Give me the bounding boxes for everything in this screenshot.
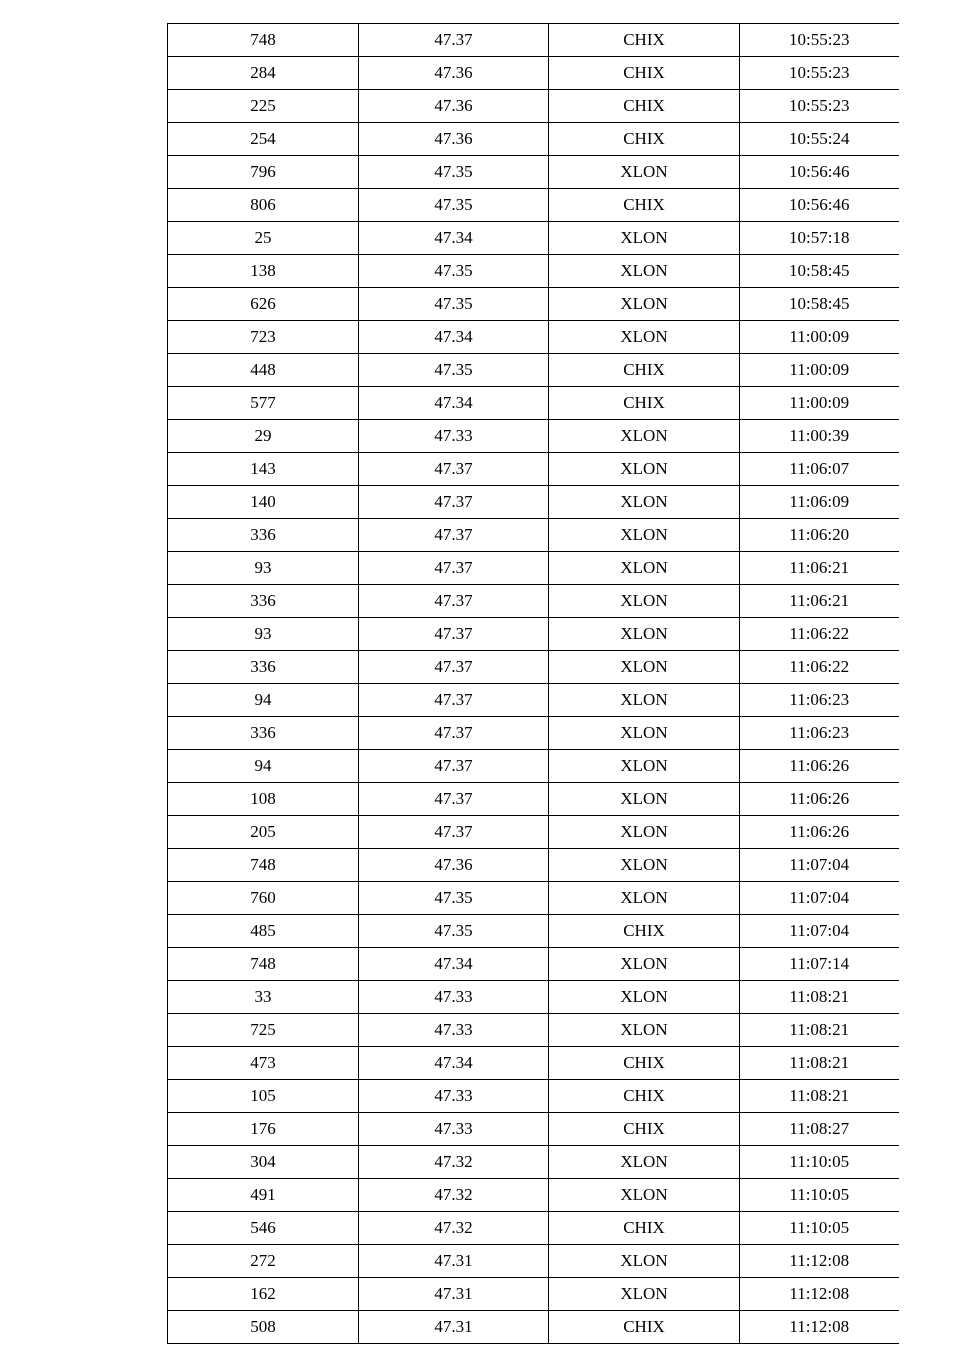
quantity-cell: 336 — [168, 585, 359, 618]
time-cell: 11:08:27 — [740, 1113, 899, 1146]
quantity-cell: 94 — [168, 750, 359, 783]
table-row — [168, 849, 899, 882]
quantity-cell: 448 — [168, 354, 359, 387]
price-cell: 47.37 — [359, 816, 549, 849]
quantity-cell: 546 — [168, 1212, 359, 1245]
venue-cell: XLON — [549, 222, 740, 255]
price-cell: 47.37 — [359, 684, 549, 717]
table-row — [168, 717, 899, 750]
quantity-cell: 577 — [168, 387, 359, 420]
quantity-cell: 205 — [168, 816, 359, 849]
time-cell: 11:12:08 — [740, 1311, 899, 1344]
table-row — [168, 123, 899, 156]
quantity-cell: 760 — [168, 882, 359, 915]
table-row — [168, 321, 899, 354]
table-row — [168, 90, 899, 123]
time-cell: 11:06:22 — [740, 651, 899, 684]
price-cell: 47.37 — [359, 453, 549, 486]
time-cell: 11:06:26 — [740, 783, 899, 816]
price-cell: 47.32 — [359, 1146, 549, 1179]
time-cell: 10:57:18 — [740, 222, 899, 255]
table-row — [168, 1014, 899, 1047]
venue-cell: XLON — [549, 783, 740, 816]
price-cell: 47.37 — [359, 519, 549, 552]
quantity-cell: 272 — [168, 1245, 359, 1278]
venue-cell: XLON — [549, 684, 740, 717]
table-row — [168, 420, 899, 453]
venue-cell: XLON — [549, 948, 740, 981]
time-cell: 10:55:24 — [740, 123, 899, 156]
table-row — [168, 1278, 899, 1311]
quantity-cell: 108 — [168, 783, 359, 816]
quantity-cell: 162 — [168, 1278, 359, 1311]
price-cell: 47.35 — [359, 882, 549, 915]
quantity-cell: 176 — [168, 1113, 359, 1146]
table-row — [168, 189, 899, 222]
price-cell: 47.35 — [359, 255, 549, 288]
venue-cell: XLON — [549, 486, 740, 519]
price-cell: 47.33 — [359, 1080, 549, 1113]
table-row — [168, 915, 899, 948]
quantity-cell: 806 — [168, 189, 359, 222]
table-row — [168, 552, 899, 585]
table-row — [168, 387, 899, 420]
price-cell: 47.37 — [359, 618, 549, 651]
table-row — [168, 981, 899, 1014]
table-row — [168, 1245, 899, 1278]
venue-cell: CHIX — [549, 90, 740, 123]
table-row — [168, 1146, 899, 1179]
table-row — [168, 57, 899, 90]
venue-cell: XLON — [549, 1278, 740, 1311]
table-row — [168, 1212, 899, 1245]
venue-cell: XLON — [549, 717, 740, 750]
price-cell: 47.36 — [359, 90, 549, 123]
price-cell: 47.34 — [359, 222, 549, 255]
table-row — [168, 1113, 899, 1146]
table-row — [168, 486, 899, 519]
venue-cell: CHIX — [549, 57, 740, 90]
quantity-cell: 254 — [168, 123, 359, 156]
quantity-cell: 796 — [168, 156, 359, 189]
table-row — [168, 288, 899, 321]
quantity-cell: 93 — [168, 618, 359, 651]
venue-cell: XLON — [549, 981, 740, 1014]
quantity-cell: 284 — [168, 57, 359, 90]
venue-cell: CHIX — [549, 123, 740, 156]
venue-cell: XLON — [549, 882, 740, 915]
quantity-cell: 140 — [168, 486, 359, 519]
price-cell: 47.34 — [359, 321, 549, 354]
venue-cell: XLON — [549, 1245, 740, 1278]
time-cell: 11:06:09 — [740, 486, 899, 519]
table-row — [168, 585, 899, 618]
time-cell: 11:00:09 — [740, 354, 899, 387]
quantity-cell: 138 — [168, 255, 359, 288]
quantity-cell: 725 — [168, 1014, 359, 1047]
price-cell: 47.32 — [359, 1212, 549, 1245]
price-cell: 47.33 — [359, 1113, 549, 1146]
quantity-cell: 105 — [168, 1080, 359, 1113]
quantity-cell: 25 — [168, 222, 359, 255]
venue-cell: CHIX — [549, 915, 740, 948]
price-cell: 47.32 — [359, 1179, 549, 1212]
time-cell: 10:55:23 — [740, 24, 899, 57]
venue-cell: XLON — [549, 453, 740, 486]
venue-cell: XLON — [549, 750, 740, 783]
time-cell: 11:08:21 — [740, 1047, 899, 1080]
time-cell: 11:12:08 — [740, 1245, 899, 1278]
venue-cell: CHIX — [549, 1311, 740, 1344]
venue-cell: XLON — [549, 255, 740, 288]
price-cell: 47.37 — [359, 24, 549, 57]
venue-cell: XLON — [549, 321, 740, 354]
venue-cell: XLON — [549, 519, 740, 552]
table-row — [168, 1179, 899, 1212]
time-cell: 10:58:45 — [740, 255, 899, 288]
time-cell: 11:06:21 — [740, 552, 899, 585]
table-row — [168, 519, 899, 552]
price-cell: 47.34 — [359, 948, 549, 981]
price-cell: 47.33 — [359, 981, 549, 1014]
time-cell: 11:10:05 — [740, 1146, 899, 1179]
venue-cell: XLON — [549, 585, 740, 618]
price-cell: 47.31 — [359, 1245, 549, 1278]
quantity-cell: 748 — [168, 849, 359, 882]
time-cell: 11:00:39 — [740, 420, 899, 453]
time-cell: 11:06:21 — [740, 585, 899, 618]
time-cell: 10:56:46 — [740, 189, 899, 222]
venue-cell: CHIX — [549, 1113, 740, 1146]
price-cell: 47.37 — [359, 552, 549, 585]
quantity-cell: 336 — [168, 519, 359, 552]
venue-cell: CHIX — [549, 1047, 740, 1080]
venue-cell: CHIX — [549, 1212, 740, 1245]
price-cell: 47.37 — [359, 783, 549, 816]
price-cell: 47.37 — [359, 717, 549, 750]
quantity-cell: 485 — [168, 915, 359, 948]
price-cell: 47.36 — [359, 57, 549, 90]
price-cell: 47.33 — [359, 420, 549, 453]
price-cell: 47.35 — [359, 189, 549, 222]
quantity-cell: 93 — [168, 552, 359, 585]
venue-cell: CHIX — [549, 354, 740, 387]
venue-cell: XLON — [549, 1014, 740, 1047]
time-cell: 11:07:14 — [740, 948, 899, 981]
time-cell: 11:06:07 — [740, 453, 899, 486]
price-cell: 47.37 — [359, 486, 549, 519]
venue-cell: CHIX — [549, 387, 740, 420]
quantity-cell: 473 — [168, 1047, 359, 1080]
table-row — [168, 816, 899, 849]
price-cell: 47.37 — [359, 651, 549, 684]
quantity-cell: 29 — [168, 420, 359, 453]
time-cell: 11:00:09 — [740, 321, 899, 354]
price-cell: 47.36 — [359, 849, 549, 882]
price-cell: 47.35 — [359, 288, 549, 321]
table-row — [168, 1311, 899, 1344]
time-cell: 11:07:04 — [740, 849, 899, 882]
table-row — [168, 156, 899, 189]
time-cell: 11:00:09 — [740, 387, 899, 420]
quantity-cell: 336 — [168, 717, 359, 750]
table-row — [168, 1047, 899, 1080]
table-row — [168, 750, 899, 783]
time-cell: 10:58:45 — [740, 288, 899, 321]
price-cell: 47.31 — [359, 1278, 549, 1311]
time-cell: 11:07:04 — [740, 882, 899, 915]
table-row — [168, 618, 899, 651]
price-cell: 47.34 — [359, 387, 549, 420]
time-cell: 11:06:22 — [740, 618, 899, 651]
time-cell: 10:56:46 — [740, 156, 899, 189]
quantity-cell: 748 — [168, 948, 359, 981]
quantity-cell: 491 — [168, 1179, 359, 1212]
time-cell: 11:12:08 — [740, 1278, 899, 1311]
time-cell: 11:08:21 — [740, 1014, 899, 1047]
venue-cell: XLON — [549, 288, 740, 321]
price-cell: 47.33 — [359, 1014, 549, 1047]
trades-table-body — [168, 24, 899, 1344]
price-cell: 47.35 — [359, 156, 549, 189]
price-cell: 47.35 — [359, 915, 549, 948]
time-cell: 11:08:21 — [740, 981, 899, 1014]
price-cell: 47.31 — [359, 1311, 549, 1344]
quantity-cell: 143 — [168, 453, 359, 486]
time-cell: 11:06:23 — [740, 684, 899, 717]
venue-cell: XLON — [549, 1179, 740, 1212]
time-cell: 11:07:04 — [740, 915, 899, 948]
table-row — [168, 882, 899, 915]
price-cell: 47.34 — [359, 1047, 549, 1080]
quantity-cell: 225 — [168, 90, 359, 123]
table-row — [168, 222, 899, 255]
quantity-cell: 748 — [168, 24, 359, 57]
venue-cell: XLON — [549, 156, 740, 189]
quantity-cell: 336 — [168, 651, 359, 684]
quantity-cell: 626 — [168, 288, 359, 321]
time-cell: 11:08:21 — [740, 1080, 899, 1113]
price-cell: 47.36 — [359, 123, 549, 156]
time-cell: 11:06:20 — [740, 519, 899, 552]
venue-cell: XLON — [549, 651, 740, 684]
venue-cell: XLON — [549, 420, 740, 453]
price-cell: 47.37 — [359, 585, 549, 618]
venue-cell: CHIX — [549, 1080, 740, 1113]
table-row — [168, 651, 899, 684]
trades-table — [167, 23, 899, 1344]
quantity-cell: 508 — [168, 1311, 359, 1344]
venue-cell: XLON — [549, 618, 740, 651]
venue-cell: XLON — [549, 816, 740, 849]
time-cell: 11:10:05 — [740, 1212, 899, 1245]
quantity-cell: 33 — [168, 981, 359, 1014]
venue-cell: CHIX — [549, 189, 740, 222]
quantity-cell: 723 — [168, 321, 359, 354]
table-row — [168, 783, 899, 816]
venue-cell: XLON — [549, 849, 740, 882]
table-row — [168, 453, 899, 486]
table-row — [168, 948, 899, 981]
venue-cell: XLON — [549, 552, 740, 585]
time-cell: 10:55:23 — [740, 90, 899, 123]
table-row — [168, 255, 899, 288]
time-cell: 11:06:23 — [740, 717, 899, 750]
quantity-cell: 94 — [168, 684, 359, 717]
time-cell: 10:55:23 — [740, 57, 899, 90]
price-cell: 47.37 — [359, 750, 549, 783]
venue-cell: CHIX — [549, 24, 740, 57]
price-cell: 47.35 — [359, 354, 549, 387]
table-row — [168, 24, 899, 57]
time-cell: 11:10:05 — [740, 1179, 899, 1212]
time-cell: 11:06:26 — [740, 816, 899, 849]
table-row — [168, 684, 899, 717]
time-cell: 11:06:26 — [740, 750, 899, 783]
venue-cell: XLON — [549, 1146, 740, 1179]
table-row — [168, 354, 899, 387]
quantity-cell: 304 — [168, 1146, 359, 1179]
table-row — [168, 1080, 899, 1113]
